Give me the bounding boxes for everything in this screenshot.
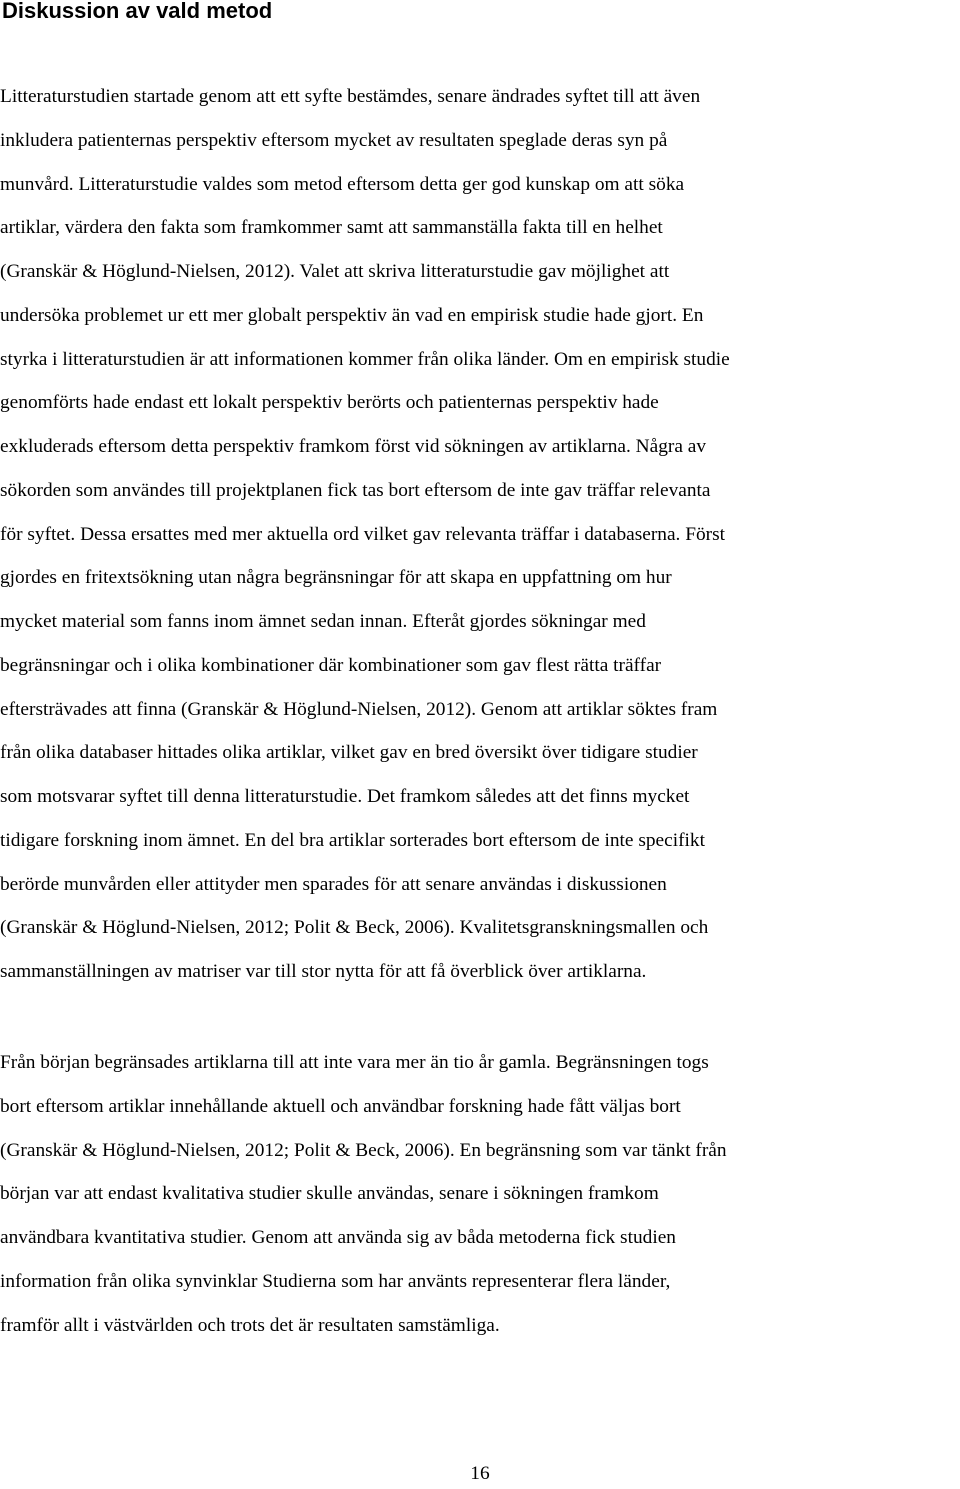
text-line: bort eftersom artiklar innehållande aktuell och användbar forskning hade fått väljas bort: [0, 1095, 681, 1117]
text-line: som motsvarar syftet till denna litteraturstudie. Det framkom således att det finns mycket: [0, 786, 690, 807]
text-line: mycket material som fanns inom ämnet sedan innan. Efteråt gjordes sökningar med: [0, 611, 646, 632]
text-line: artiklar, värdera den fakta som framkommer samt att sammanställa fakta till en helhet: [0, 217, 663, 239]
text-line: munvård. Litteraturstudie valdes som metod eftersom detta ger god kunskap om att söka: [0, 173, 685, 195]
text-line: användbara kvantitativa studier. Genom att använda sig av båda metoderna fick studien: [0, 1227, 676, 1248]
text-line: eftersträvades att finna (Granskär & Höglund-Nielsen, 2012). Genom att artiklar söktes fram: [0, 698, 718, 720]
text-line: början var att endast kvalitativa studier skulle användas, senare i sökningen framkom: [0, 1183, 659, 1205]
text-line: sökorden som användes till projektplanen fick tas bort eftersom de inte gav träffar relevanta: [0, 479, 711, 501]
text-line: information från olika synvinklar Studierna som har använts representerar flera länder,: [0, 1270, 671, 1292]
text-line: tidigare forskning inom ämnet. En del bra artiklar sorterades bort eftersom de inte specifikt: [0, 829, 705, 851]
text-line: gjordes en fritextsökning utan några begränsningar för att skapa en uppfattning om hur: [0, 567, 672, 589]
paragraph-search-limits: [0, 1041, 960, 1347]
text-line: (Granskär & Höglund-Nielsen, 2012; Polit & Beck, 2006). En begränsning som var tänkt från: [0, 1139, 727, 1161]
text-line: framför allt i västvärlden och trots det är resultaten samstämliga.: [0, 1314, 500, 1336]
paragraph-method-discussion: [0, 75, 960, 994]
text-line: Litteraturstudien startade genom att ett syfte bestämdes, senare ändrades syftet till att även: [0, 86, 701, 107]
text-line: genomförts hade endast ett lokalt perspektiv berörts och patienternas perspektiv hade: [0, 392, 659, 414]
text-line: sammanställningen av matriser var till stor nytta för att få överblick över artiklarna.: [0, 961, 647, 982]
text-line: berörde munvården eller attityder men sparades för att senare användas i diskussionen: [0, 873, 667, 895]
text-line: för syftet. Dessa ersattes med mer aktuella ord vilket gav relevanta träffar i databaserna. Först: [0, 523, 726, 545]
text-line: inkludera patienternas perspektiv eftersom mycket av resultaten speglade deras syn på: [0, 129, 668, 151]
section-heading: Diskussion av vald metod: [2, 0, 273, 23]
text-line: (Granskär & Höglund-Nielsen, 2012). Valet att skriva litteraturstudie gav möjlighet att: [0, 261, 670, 282]
page-number: 16: [470, 1463, 490, 1484]
text-line: styrka i litteraturstudien är att informationen kommer från olika länder. Om en empirisk studie: [0, 348, 730, 370]
text-line: (Granskär & Höglund-Nielsen, 2012; Polit & Beck, 2006). Kvalitetsgranskningsmallen och: [0, 917, 709, 939]
text-line: från olika databaser hittades olika artiklar, vilket gav en bred översikt över tidigare studier: [0, 742, 698, 764]
text-line: undersöka problemet ur ett mer globalt perspektiv än vad en empirisk studie hade gjort. En: [0, 304, 704, 326]
text-line: begränsningar och i olika kombinationer där kombinationer som gav flest rätta träffar: [0, 654, 662, 676]
text-line: Från början begränsades artiklarna till att inte vara mer än tio år gamla. Begränsningen togs: [0, 1052, 709, 1073]
text-line: exkluderads eftersom detta perspektiv framkom först vid sökningen av artiklarna. Några av: [0, 436, 707, 457]
